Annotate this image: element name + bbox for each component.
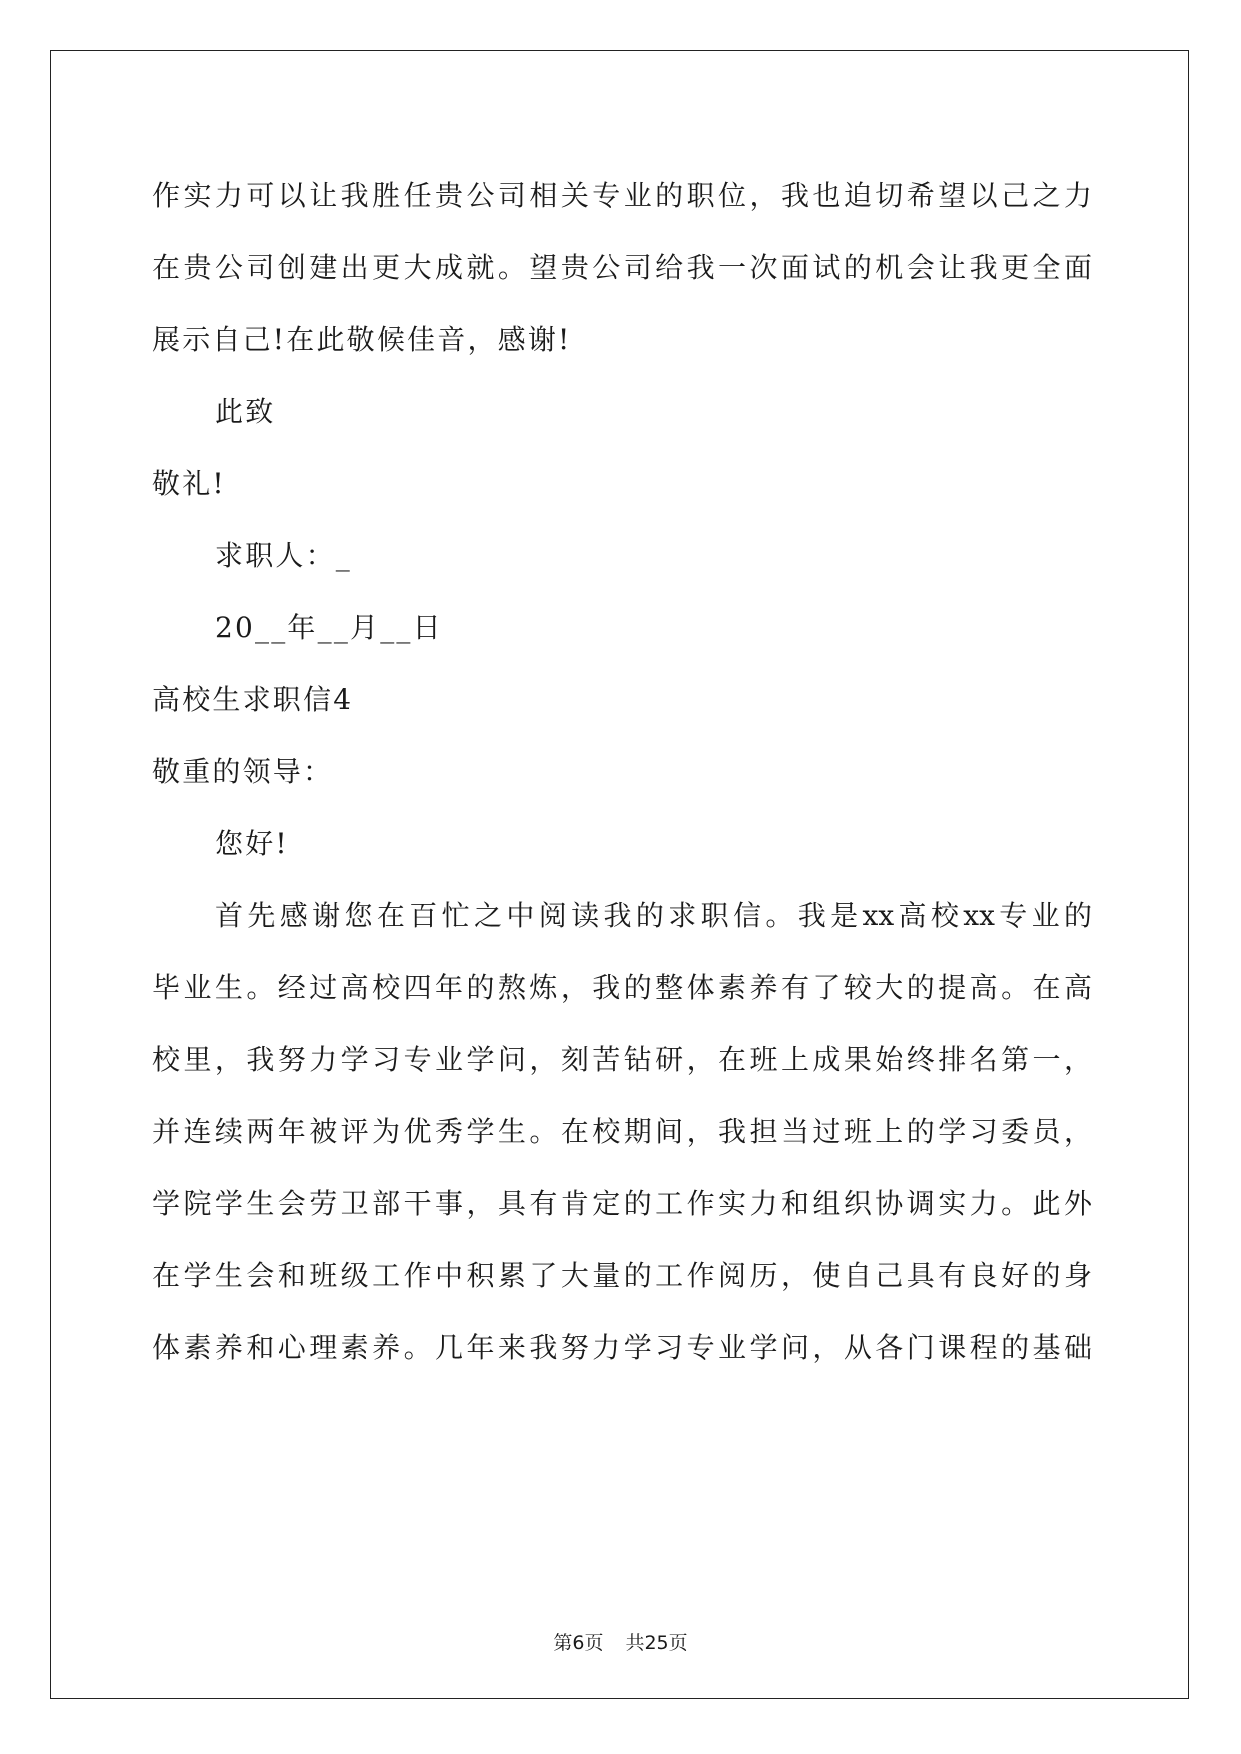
page-footer: [0, 1628, 1241, 1655]
total-pages: 25: [644, 1632, 669, 1654]
text-line-2: 在贵公司创建出更大成就。望贵公司给我一次面试的机会让我更全面: [152, 251, 1092, 284]
letter-date: 20__年__月__日: [215, 611, 443, 644]
text-line-3: 展示自己!在此敬候佳音，感谢!: [152, 323, 572, 356]
closing-respect: 敬礼!: [152, 467, 226, 500]
text-line-16: 在学生会和班级工作中积累了大量的工作阅历，使自己具有良好的身: [152, 1259, 1092, 1292]
text-line-11: 首先感谢您在百忙之中阅读我的求职信。我是xx高校xx专业的: [215, 899, 1092, 932]
page-label-suffix: 页: [584, 1632, 604, 1654]
applicant-signature: 求职人：_: [215, 539, 353, 572]
section-title: 高校生求职信4: [152, 683, 354, 716]
document-body: [152, 160, 1092, 1384]
text-line-1: 作实力可以让我胜任贵公司相关专业的职位，我也迫切希望以己之力: [152, 179, 1092, 212]
text-line-13: 校里，我努力学习专业学问，刻苦钻研，在班上成果始终排名第一，: [152, 1043, 1092, 1076]
total-label-suffix: 页: [668, 1632, 688, 1654]
page-number: 6: [572, 1632, 585, 1654]
page-label-prefix: 第: [553, 1632, 573, 1654]
closing-salutation: 此致: [215, 395, 276, 428]
text-line-14: 并连续两年被评为优秀学生。在校期间，我担当过班上的学习委员，: [152, 1115, 1092, 1148]
text-line-15: 学院学生会劳卫部干事，具有肯定的工作实力和组织协调实力。此外: [152, 1187, 1092, 1220]
text-line-12: 毕业生。经过高校四年的熬炼，我的整体素养有了较大的提高。在高: [152, 971, 1092, 1004]
letter-greeting: 敬重的领导：: [152, 755, 334, 788]
text-line-17: 体素养和心理素养。几年来我努力学习专业学问，从各门课程的基础: [152, 1331, 1092, 1364]
total-label-prefix: 共: [625, 1632, 645, 1654]
letter-hello: 您好!: [215, 827, 289, 860]
